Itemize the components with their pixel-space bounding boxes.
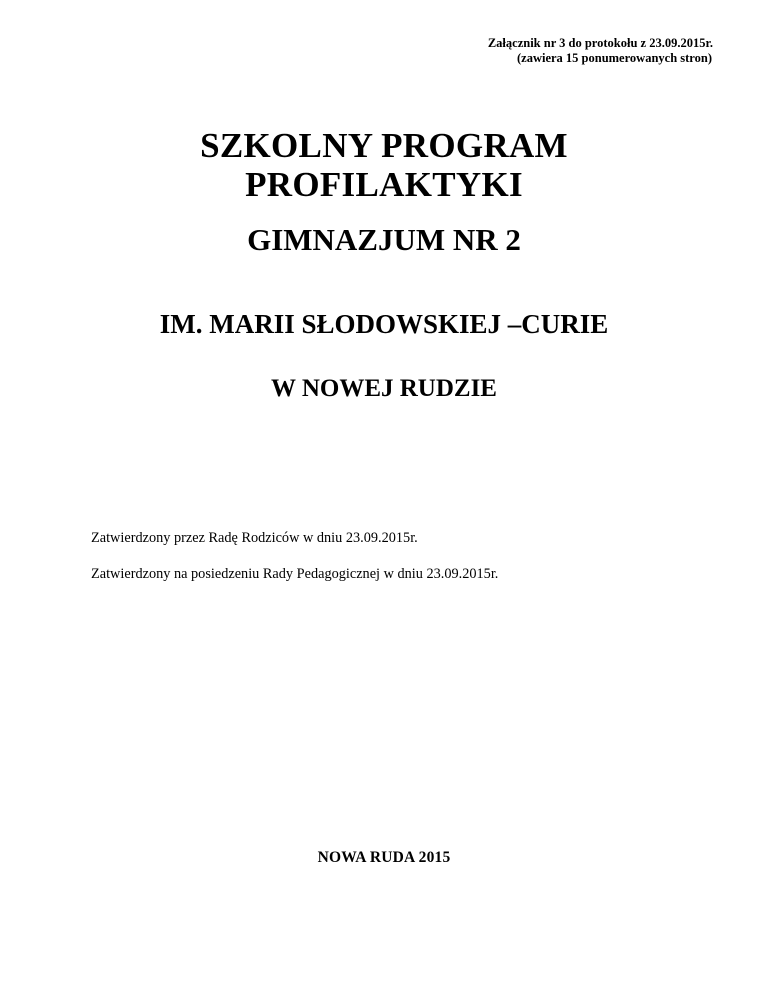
annex-pages-note: (zawiera 15 ponumerowanych stron) (516, 51, 712, 65)
annex-line: Załącznik nr 3 do protokołu z 23.09.2015r. (487, 36, 713, 50)
document-title (0, 126, 768, 204)
school-location: W NOWEJ RUDZIE (271, 375, 497, 402)
approval-parents-council: Zatwierdzony przez Radę Rodziców w dniu 23.09.2015r. (91, 530, 418, 546)
title-line-2: PROFILAKTYKI (245, 165, 523, 204)
footer-place-year: NOWA RUDA 2015 (317, 849, 451, 866)
title-line-1: SZKOLNY PROGRAM (200, 126, 568, 165)
annex-note (488, 36, 713, 66)
school-patron: IM. MARII SŁODOWSKIEJ –CURIE (159, 309, 609, 339)
approval-pedagogical-council: Zatwierdzony na posiedzeniu Rady Pedagogicznej w dniu 23.09.2015r. (91, 566, 499, 582)
school-name: GIMNAZJUM NR 2 (247, 222, 521, 257)
